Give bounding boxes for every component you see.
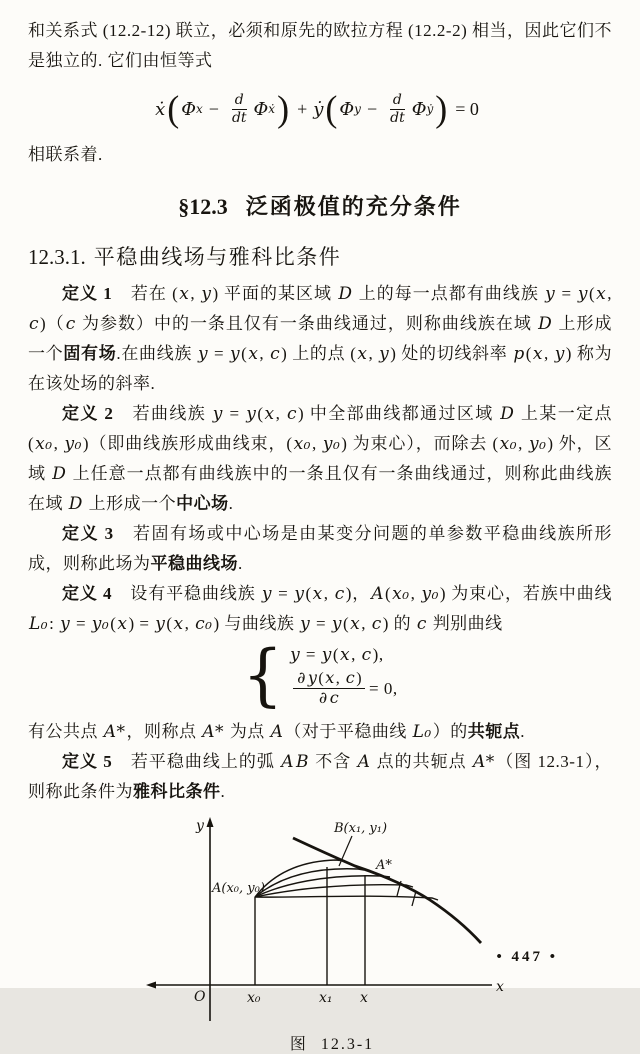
eq-phi-sub-y: y xyxy=(354,102,361,116)
paragraph-intro: 和关系式 (12.2-12) 联立，必须和原先的欧拉方程 (12.2-2) 相当，因此它们不是独立的. 它们由恒等式 xyxy=(28,21,612,70)
system-line-2-rhs: = 0, xyxy=(369,678,398,698)
section-title: 泛函极值的充分条件 xyxy=(245,194,462,219)
label-x-axis: x xyxy=(496,978,504,995)
definition-5: 定义 5 若平稳曲线上的弧 A B 不含 A 点的共轭点 A*（图 12.3-1），则称此条件为雅科比条件. xyxy=(28,751,612,801)
figure-12-3-1 xyxy=(140,815,524,1054)
display-equation-euler-identity xyxy=(28,86,612,132)
section-heading xyxy=(28,190,612,221)
eq-minus: − xyxy=(208,98,219,119)
subsection-title: 平稳曲线场与雅科比条件 xyxy=(93,245,342,269)
eq-lparen: ( xyxy=(167,88,180,130)
label-x1: x₁ xyxy=(319,989,333,1006)
system-line-2 xyxy=(289,669,398,709)
eq-rparen: ) xyxy=(435,88,448,130)
eq-equals-zero: = 0 xyxy=(455,98,479,119)
eq-phi: Φ xyxy=(253,98,269,120)
figure-caption-number: 12.3-1 xyxy=(320,1035,375,1053)
eq-phi: Φ xyxy=(181,98,196,120)
eq-fraction-d-dt: $\frac{d}{dt}$ xyxy=(231,92,247,126)
x-axis-arrow-icon xyxy=(146,981,156,988)
eq-phi-sub-xdot: ẋ xyxy=(268,102,276,116)
subsection-number: 12.3.1. xyxy=(28,245,86,269)
eq-phi-sub-x: x xyxy=(196,102,203,116)
page-number: • 447 • xyxy=(496,949,558,965)
eq-ydot: ẏ xyxy=(313,98,324,120)
label-point-B: B(x₁, y₁) xyxy=(334,820,388,836)
eq-xdot: ẋ xyxy=(155,98,166,120)
figure-caption xyxy=(140,1031,524,1054)
y-axis-arrow-icon xyxy=(207,817,214,827)
eq-lparen: ( xyxy=(325,88,338,130)
eq-minus: − xyxy=(366,98,378,119)
subsection-heading xyxy=(28,241,612,271)
eq-phi: Φ xyxy=(411,98,427,120)
label-point-A-star: A* xyxy=(376,857,392,873)
section-number: §12.3 xyxy=(178,194,228,219)
system-left-brace: { xyxy=(242,637,284,715)
definition-3: 定义 3 若固有场或中心场是由某变分问题的单参数平稳曲线族所形成，则称此场为平稳曲线场. xyxy=(28,524,612,573)
eq-fraction-d-dt: $\frac{d}{dt}$ xyxy=(390,92,405,126)
definition-1: 定义 1 若在 (x, y) 平面的某区域 D 上的每一点都有曲线族 y = y(x, c)（c 为参数）中的一条且仅有一条曲线通过，则称曲线族在域 D 上形成一个固有场.在曲线族 y = y(x, c) 上的点 (x, y) 处的切线斜率 p(x, y) 称为在该处场的斜率. xyxy=(28,284,613,393)
eq-phi: Φ xyxy=(339,98,355,120)
label-x-point: x xyxy=(360,989,368,1006)
partial-derivative-fraction: $\frac{\partial y(x, c)}{\partial c}$ xyxy=(293,669,365,709)
definition-2: 定义 2 若曲线族 y = y(x, c) 中全部曲线都通过区域 D 上某一定点 (x₀, y₀)（即曲线族形成曲线束，(x₀, y₀) 为束心），而除去 (x₀, y₀) 外，区域 D 上任意一点都有曲线族中的一条且仅有一条曲线通过，则称此曲线族在域 D 上形成一个中心场. xyxy=(28,404,613,514)
eq-phi-sub-ydot: ẏ xyxy=(426,102,434,116)
conjugate-point-diagram xyxy=(140,815,524,1027)
label-point-A: A(x₀, y₀) xyxy=(212,880,265,896)
label-y-axis: y xyxy=(196,817,204,834)
definition-4-conclusion: 有公共点 A*，则称点 A* 为点 A（对于平稳曲线 L₀）的共轭点. xyxy=(28,721,525,742)
envelope-tick-2 xyxy=(412,891,416,906)
eq-rparen: ) xyxy=(277,88,290,130)
figure-caption-prefix: 图 xyxy=(289,1035,307,1053)
envelope-curve xyxy=(293,838,481,943)
label-x0: x₀ xyxy=(247,989,261,1006)
discriminant-curve-system-equation xyxy=(28,637,612,715)
stationary-curve-2 xyxy=(255,869,364,897)
paragraph-intro-tail: 相联系着. xyxy=(28,145,103,164)
definition-4: 定义 4 设有平稳曲线族 y = y(x, c)，A(x₀, y₀) 为束心，若族中曲线 L₀: y = y₀(x) = y(x, c₀) 与曲线族 y = y(x, c) 的 c 判别曲线 xyxy=(29,584,613,634)
stationary-curve-4 xyxy=(255,884,413,896)
eq-plus: + xyxy=(297,98,308,119)
label-origin: O xyxy=(194,988,206,1005)
stationary-curve-5 xyxy=(255,896,438,900)
system-line-1: y = y(x, c), xyxy=(290,645,384,665)
